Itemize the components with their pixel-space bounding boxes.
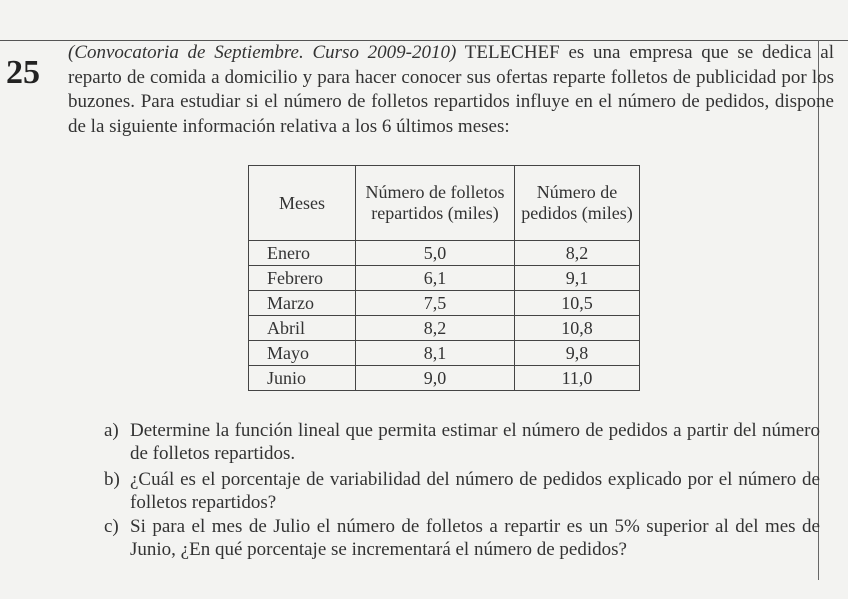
header-folletos: Número de folletos repartidos (miles): [356, 166, 515, 241]
cell-folletos: 8,1: [356, 341, 515, 366]
cell-folletos: 8,2: [356, 316, 515, 341]
table-row: [249, 316, 640, 341]
question-a: [104, 419, 820, 465]
cell-pedidos: 9,1: [515, 266, 640, 291]
problem-number: 25: [6, 54, 40, 91]
cell-pedidos: 10,5: [515, 291, 640, 316]
cell-folletos: 7,5: [356, 291, 515, 316]
table-row: [249, 266, 640, 291]
header-pedidos: Número de pedidos (miles): [515, 166, 640, 241]
question-text: ¿Cuál es el porcentaje de variabilidad del número de pedidos explicado por el número de folletos repartidos?: [130, 469, 820, 513]
cell-folletos: 9,0: [356, 366, 515, 391]
cell-folletos: 6,1: [356, 266, 515, 291]
cell-mes: Enero: [249, 241, 356, 266]
cell-mes: Junio: [249, 366, 356, 391]
cell-mes: Marzo: [249, 291, 356, 316]
question-label: a): [104, 420, 119, 441]
table-header-row: [249, 166, 640, 241]
problem-source: (Convocatoria de Septiembre. Curso 2009-2010): [68, 42, 457, 63]
question-text: Si para el mes de Julio el número de folletos a repartir es un 5% superior al del mes de Junio, ¿En qué porcentaje se incrementará el número de pedidos?: [130, 516, 820, 560]
table-row: [249, 241, 640, 266]
problem-intro: TELECHEF es una empresa que se dedica al reparto de comida a domicilio y para hacer conocer sus ofertas reparte folletos de publicidad por los buzones. Para estudiar si el número de folletos repartidos influye en el número de pedidos, dispone de la siguiente información relativa a los 6 últimos meses:: [68, 42, 834, 137]
cell-mes: Abril: [249, 316, 356, 341]
cell-folletos: 5,0: [356, 241, 515, 266]
header-meses: Meses: [249, 166, 356, 241]
table-row: [249, 341, 640, 366]
question-b: [104, 468, 820, 514]
question-label: b): [104, 469, 120, 490]
cell-pedidos: 11,0: [515, 366, 640, 391]
question-label: c): [104, 516, 119, 537]
question-text: Determine la función lineal que permita estimar el número de pedidos a partir del número de folletos repartidos.: [130, 420, 820, 464]
table-row: [249, 291, 640, 316]
cell-mes: Febrero: [249, 266, 356, 291]
cell-pedidos: 8,2: [515, 241, 640, 266]
table-row: [249, 366, 640, 391]
problem-statement: [68, 41, 834, 139]
question-c: [104, 515, 820, 561]
cell-pedidos: 10,8: [515, 316, 640, 341]
cell-mes: Mayo: [249, 341, 356, 366]
cell-pedidos: 9,8: [515, 341, 640, 366]
data-table: [248, 165, 640, 391]
